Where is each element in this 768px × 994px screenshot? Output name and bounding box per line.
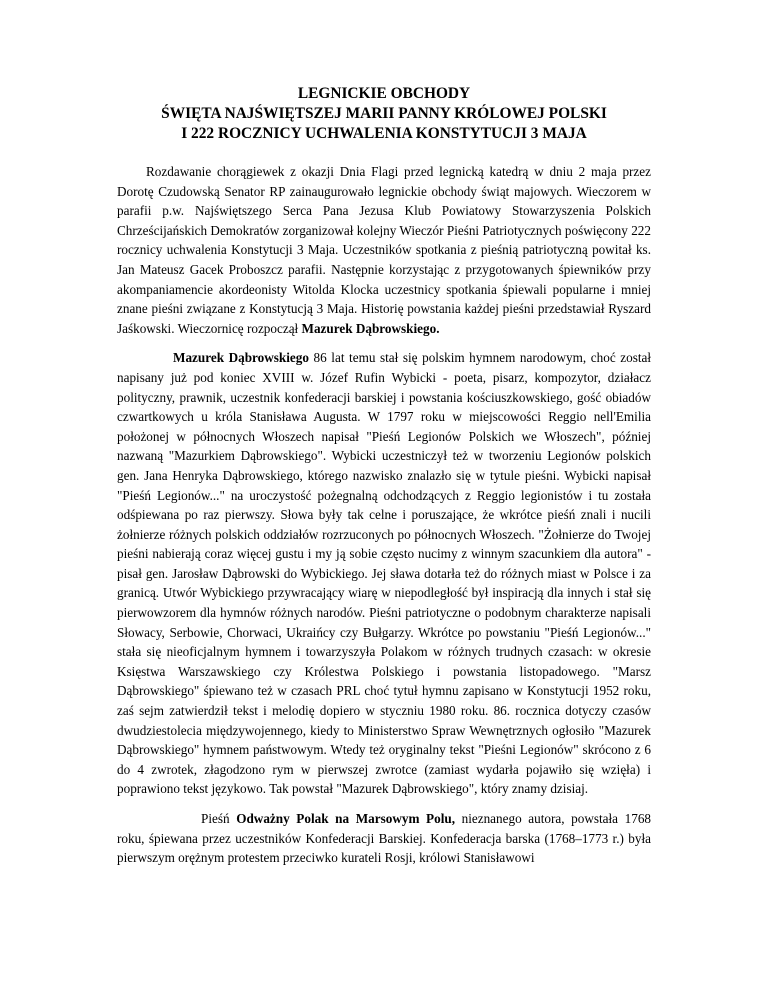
paragraph-odwazny-start: Pieśń [201,811,237,826]
paragraph-intro-bold: Mazurek Dąbrowskiego. [301,320,440,336]
title-line-2: ŚWIĘTA NAJŚWIĘTSZEJ MARII PANNY KRÓLOWEJ POLSKI [161,105,607,122]
document-page [117,84,651,878]
paragraph-intro-text: Rozdawanie chorągiewek z okazji Dnia Flagi przed legnicką katedrą w dniu 2 maja przez Dorotę Czudowską Senator RP zainaugurowało legnickie obchody świąt majowych. Wieczorem w parafii p.w. Najświętszego Serca Pana Jezusa Klub Powiatowy Stowarzyszenia Polskich Chrześcijańskich Demokratów zorganizował kolejny Wieczór Pieśni Patriotycznych poświęcony 222 rocznicy uchwalenia Konstytucji 3 Maja. Uczestników spotkania z pieśnią patriotyczną powitał ks. Jan Mateusz Gacek Proboszcz parafii. Następnie korzystając z przygotowanych śpiewników przy akompaniamencie akordeonisty Witolda Klocka uczestnicy spotkania śpiewali popularne i mniej znane pieśni związane z Konstytucją 3 Maja. Historię powstania każdej pieśni przedstawiał Ryszard Jaśkowski. Wieczornicę rozpoczął [117,164,651,336]
title-line-1: LEGNICKIE OBCHODY [297,85,471,102]
paragraph-odwazny-end: nieznanego autora, powstała 1768 roku, śpiewana przez uczestników Konfederacji Barskiej. Konfederacja barska (1768–1773 r.) była pierwszym orężnym protestem przeciwko kurateli Rosji, królowi Stanisławowi [117,811,652,866]
paragraph-intro [117,162,651,338]
paragraph-mazurek-text: 86 lat temu stał się polskim hymnem narodowym, choć został napisany już pod koniec XVIII w. Józef Rufin Wybicki - poeta, pisarz, kompozytor, działacz polityczny, prawnik, uczestnik konfederacji barskiej i powstania kościuszkowskiego, gość obiadów czwartkowych u króla Stanisława Augusta. W 1797 roku w miejscowości Reggio nell'Emilia położonej w północnych Włoszech napisał "Pieśń Legionów Polskich we Włoszech", później nazwaną "Mazurkiem Dąbrowskiego". Wybicki uczestniczył też w tworzeniu Legionów polskich gen. Jana Henryka Dąbrowskiego, którego nazwisko znalazło się w tytule pieśni. Wybicki napisał "Pieśń Legionów..." na uroczystość pożegnalną odchodzących z Reggio legionistów i tu została odśpiewana po raz pierwszy. Słowa były tak celne i poruszające, że wkrótce pieśń znali i nucili żołnierze różnych polskich oddziałów rozrzuconych po północnych Włoszech. "Żołnierze do Twojej pieśni nabierają coraz więcej gustu i my ją sobie często nucimy z winnym szacunkiem dla autora" - pisał gen. Jarosław Dąbrowski do Wybickiego. Jej sława dotarła też do różnych miast w Polsce i za granicą. Utwór Wybickiego przywracający wiarę w niepodległość był inspiracją dla innych i stał się pierwowzorem dla hymnów różnych narodów. Pieśni patriotyczne o podobnym charakterze napisali Słowacy, Serbowie, Chorwaci, Ukraińcy czy Bułgarzy. Wkrótce po powstaniu "Pieśń Legionów..." stała się nieoficjalnym hymnem i towarzyszyła Polakom w różnych trudnych czasach: w okresie Księstwa Warszawskiego czy Królestwa Polskiego i powstania listopadowego. "Marsz Dąbrowskiego" śpiewano też w czasach PRL choć tytuł hymnu zapisano w Konstytucji 1952 roku, zaś sejm zatwierdził tekst i melodię dopiero w styczniu 1980 roku. 86. rocznica dotyczy czasów dwudziestolecia międzywojennego, kiedy to Ministerstwo Spraw Wewnętrznych ogłosiło "Mazurek Dąbrowskiego" hymnem państwowym. Wtedy też oryginalny tekst "Pieśni Legionów" skrócono z 6 do 4 zwrotek, złagodzono rym w pierwszej zwrotce (zamiast wydarła pojawiło się wzięła) i poprawiono tekst językowo. Tak powstał "Mazurek Dąbrowskiego", który znamy dzisiaj. [117,350,652,797]
paragraph-odwazny-polak [117,809,651,868]
title-line-3: I 222 ROCZNICY UCHWALENIA KONSTYTUCJI 3 MAJA [181,125,587,142]
paragraph-mazurek [117,348,651,799]
paragraph-mazurek-bold: Mazurek Dąbrowskiego [173,350,309,366]
document-title [117,84,651,144]
paragraph-odwazny-bold: Odważny Polak na Marsowym Polu, [236,811,455,826]
